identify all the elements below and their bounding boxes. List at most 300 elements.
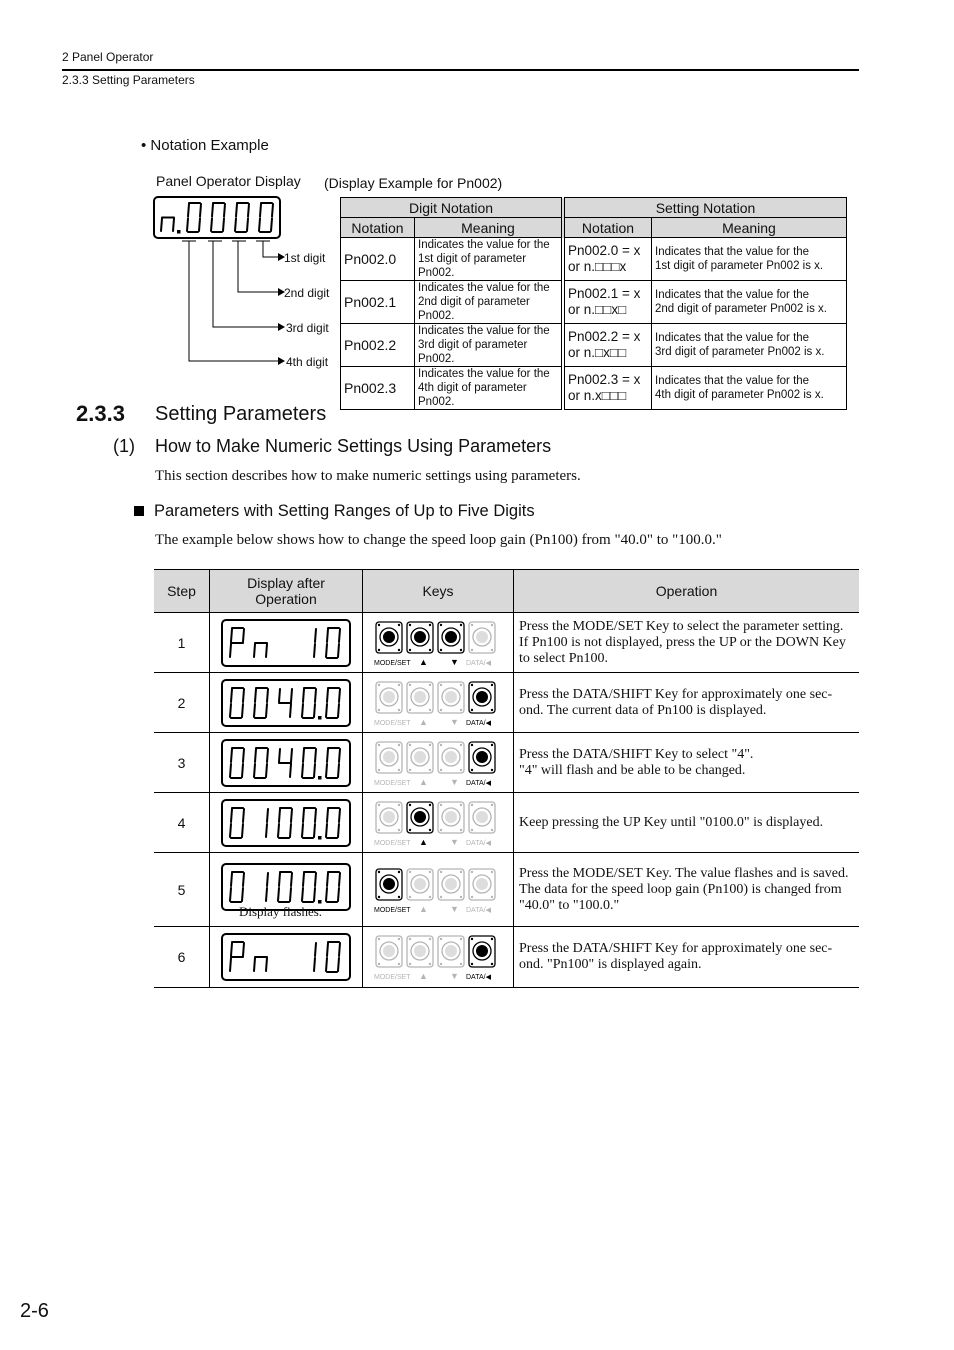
col-meaning-2: Meaning — [652, 218, 847, 238]
lcd-segment — [327, 749, 328, 762]
lcd-segment — [315, 809, 316, 822]
mode-set-label: MODE/SET — [374, 906, 411, 914]
lcd-frame — [222, 800, 350, 846]
digit-meaning — [415, 281, 564, 324]
data-shift-key[interactable] — [469, 869, 495, 900]
lcd-segment — [326, 824, 327, 837]
digit-meaning-line2: 4th digit of parameter Pn002. — [418, 382, 527, 408]
notation-bullet: • Notation Example — [141, 137, 269, 154]
lcd-segment — [272, 204, 273, 217]
lcd-segment — [254, 644, 255, 657]
lcd-segment — [267, 689, 268, 702]
lcd-dot — [318, 776, 322, 780]
key-panel — [373, 933, 503, 981]
lcd-segment — [327, 629, 328, 642]
operation-line: Press the MODE/SET Key to select the parameter setting. — [519, 618, 844, 634]
mode-set-label: MODE/SET — [374, 974, 411, 981]
col-notation-2: Notation — [563, 218, 652, 238]
data-shift-label: DATA/◀ — [466, 839, 491, 847]
setting-notation-line1: Pn002.1 = x — [568, 286, 641, 301]
lcd-display — [221, 619, 351, 667]
lcd-segment — [279, 689, 280, 702]
down-key[interactable] — [438, 622, 464, 653]
setting-notation-line2: or n.□□x□ — [568, 302, 627, 317]
operation-line: Keep pressing the UP Key until "0100.0" is displayed. — [519, 814, 824, 830]
setting-notation-line1: Pn002.2 = x — [568, 329, 641, 344]
lcd-segment — [247, 219, 248, 232]
example-label: (Display Example for Pn002) — [324, 175, 503, 191]
lcd-segment — [230, 958, 231, 971]
lcd-segment — [326, 888, 327, 901]
lcd-segment — [302, 888, 303, 901]
step-keys — [363, 733, 514, 793]
setting-notation-line2: or n.□x□□ — [568, 345, 627, 360]
digit-meaning — [415, 324, 564, 367]
operation-line: Press the DATA/SHIFT Key for approximately one sec- — [519, 941, 833, 956]
lcd-segment — [224, 204, 225, 217]
page-number: 2-6 — [20, 1300, 49, 1322]
lcd-segment — [255, 749, 256, 762]
step-number: 2 — [154, 673, 210, 733]
lcd-segment — [266, 764, 267, 777]
lcd-segment — [291, 749, 292, 762]
lcd-segment — [327, 943, 328, 956]
lcd-segment — [338, 704, 339, 717]
setting-meaning-line1: Indicates that the value for the — [655, 289, 810, 301]
up-arrow-icon: ▲ — [419, 903, 428, 914]
key-panel — [373, 679, 503, 727]
digit-notation: Pn002.0 — [341, 238, 415, 281]
lcd-dot — [318, 900, 322, 904]
lcd-segment — [242, 888, 243, 901]
lcd-segment — [339, 943, 340, 956]
digit-meaning-line1: Indicates the value for the — [418, 325, 550, 337]
setting-meaning-line2: 2nd digit of parameter Pn002 is x. — [655, 303, 827, 315]
lcd-segment — [266, 824, 267, 837]
up-key[interactable] — [407, 622, 433, 653]
data-shift-key[interactable] — [469, 682, 495, 713]
lcd-segment — [230, 764, 231, 777]
lcd-segment — [242, 704, 243, 717]
header-section: 2.3.3 Setting Parameters — [62, 73, 195, 87]
col-display-line1: Display after — [247, 575, 325, 591]
digit-notation: Pn002.1 — [341, 281, 415, 324]
step-row — [154, 853, 859, 927]
lcd-segment — [338, 888, 339, 901]
down-key[interactable] — [438, 869, 464, 900]
mode-set-key[interactable] — [376, 682, 402, 713]
display-label: Panel Operator Display — [156, 173, 301, 189]
step-operation — [514, 927, 860, 988]
key-panel — [373, 739, 503, 787]
step-display — [210, 613, 363, 673]
step-row — [154, 673, 859, 733]
step-operation — [514, 733, 860, 793]
mode-set-key[interactable] — [376, 869, 402, 900]
digit-notation: Pn002.3 — [341, 367, 415, 410]
notation-row — [341, 367, 847, 410]
digit-meaning-line2: 3rd digit of parameter Pn002. — [418, 339, 528, 365]
lcd-segment — [243, 809, 244, 822]
data-shift-label: DATA/◀ — [466, 779, 491, 787]
lcd-segment — [267, 749, 268, 762]
lcd-display — [221, 679, 351, 727]
lcd-segment — [290, 888, 291, 901]
up-arrow-icon: ▲ — [419, 776, 428, 787]
down-key[interactable] — [438, 802, 464, 833]
digit-meaning — [415, 367, 564, 410]
lcd-display — [221, 933, 351, 981]
key-panel — [373, 799, 503, 847]
setting-meaning-line1: Indicates that the value for the — [655, 375, 810, 387]
mode-set-key[interactable] — [376, 936, 402, 967]
lcd-segment — [243, 943, 244, 956]
lcd-segment — [231, 873, 232, 886]
digit-meaning-line1: Indicates the value for the — [418, 282, 550, 294]
down-key[interactable] — [438, 682, 464, 713]
col-keys: Keys — [363, 570, 514, 613]
lcd-segment — [231, 943, 232, 956]
operation-line: "40.0" to "100.0." — [519, 897, 620, 913]
operation-line: Press the DATA/SHIFT Key for approximately one sec- — [519, 686, 833, 702]
lcd-segment — [291, 689, 292, 702]
lcd-segment — [243, 749, 244, 762]
down-key[interactable] — [438, 742, 464, 773]
lcd-segment — [315, 873, 316, 886]
mode-set-label: MODE/SET — [374, 719, 411, 727]
down-arrow-icon: ▼ — [450, 776, 459, 787]
subsection-title: How to Make Numeric Settings Using Parameters — [155, 436, 552, 456]
mode-set-label: MODE/SET — [374, 779, 411, 787]
step-number: 1 — [154, 613, 210, 673]
mode-set-key[interactable] — [376, 622, 402, 653]
setting-notation — [563, 281, 652, 324]
lcd-segment — [291, 809, 292, 822]
lcd-segment — [279, 873, 280, 886]
lcd-segment — [266, 704, 267, 717]
setting-notation — [563, 367, 652, 410]
lcd-segment — [315, 689, 316, 702]
step-display — [210, 793, 363, 853]
col-notation-1: Notation — [341, 218, 415, 238]
lcd-segment — [339, 629, 340, 642]
digit-meaning-line1: Indicates the value for the — [418, 239, 550, 251]
lcd-segment — [260, 204, 261, 217]
operation-line: The data for the speed loop gain (Pn100) is changed from — [519, 881, 842, 897]
digit-notation: Pn002.2 — [341, 324, 415, 367]
setting-meaning — [652, 367, 847, 410]
digit-meaning-line2: 2nd digit of parameter Pn002. — [418, 296, 530, 322]
lcd-segment — [278, 824, 279, 837]
lcd-segment — [161, 219, 162, 232]
operation-line: Press the MODE/SET Key. The value flashes and is saved. — [519, 865, 849, 881]
lcd-segment — [303, 873, 304, 886]
digit-meaning-line1: Indicates the value for the — [418, 368, 550, 380]
key-panel — [373, 619, 503, 667]
lcd-segment — [339, 689, 340, 702]
setting-meaning-line2: 4th digit of parameter Pn002 is x. — [655, 389, 824, 401]
lcd-frame — [222, 864, 350, 910]
lcd-segment — [339, 809, 340, 822]
lcd-segment — [235, 219, 236, 232]
down-arrow-icon: ▼ — [450, 836, 459, 847]
step-number: 3 — [154, 733, 210, 793]
setting-meaning-line2: 3rd digit of parameter Pn002 is x. — [655, 346, 825, 358]
lcd-segment — [315, 943, 316, 956]
operation-line: If Pn100 is not displayed, press the UP or the DOWN Key — [519, 634, 846, 650]
up-key[interactable] — [407, 936, 433, 967]
lcd-segment — [314, 958, 315, 971]
digit-label-1: 1st digit — [284, 251, 326, 265]
lcd-segment — [338, 824, 339, 837]
step-operation — [514, 613, 860, 673]
notation-row — [341, 281, 847, 324]
lcd-segment — [303, 749, 304, 762]
lcd-segment — [230, 704, 231, 717]
lcd-segment — [338, 958, 339, 971]
lcd-segment — [266, 958, 267, 971]
lcd-segment — [278, 888, 279, 901]
lcd-segment — [243, 873, 244, 886]
lcd-segment — [243, 689, 244, 702]
lcd-segment — [188, 204, 189, 217]
down-arrow-icon: ▼ — [450, 903, 459, 914]
lcd-segment — [290, 704, 291, 717]
data-shift-label: DATA/◀ — [466, 719, 491, 727]
lcd-segment — [187, 219, 188, 232]
lcd-segment — [314, 824, 315, 837]
lcd-segment — [267, 873, 268, 886]
lcd-segment — [327, 809, 328, 822]
digit-label-2: 2nd digit — [284, 286, 330, 300]
lcd-segment — [255, 689, 256, 702]
up-key[interactable] — [407, 682, 433, 713]
lcd-segment — [314, 888, 315, 901]
setting-meaning-line1: Indicates that the value for the — [655, 332, 810, 344]
setting-notation-line2: or n.□□□x — [568, 259, 627, 274]
lcd-segment — [338, 644, 339, 657]
operation-line: ond. "Pn100" is displayed again. — [519, 957, 702, 972]
step-keys — [363, 673, 514, 733]
data-shift-key[interactable] — [469, 622, 495, 653]
lcd-segment — [326, 704, 327, 717]
col-step: Step — [154, 570, 210, 613]
header-chapter: 2 Panel Operator — [62, 50, 154, 64]
data-shift-key[interactable] — [469, 802, 495, 833]
setting-notation — [563, 324, 652, 367]
step-row — [154, 613, 859, 673]
lcd-segment — [173, 219, 174, 232]
operation-line: Press the DATA/SHIFT Key to select "4". — [519, 746, 754, 762]
lcd-segment — [230, 824, 231, 837]
heading-square-icon — [134, 506, 144, 516]
mode-set-key[interactable] — [376, 742, 402, 773]
step-operation — [514, 673, 860, 733]
step-keys — [363, 793, 514, 853]
lcd-segment — [302, 764, 303, 777]
data-shift-label: DATA/◀ — [466, 659, 491, 667]
subsection-number: (1) — [113, 436, 135, 456]
lcd-segment — [242, 764, 243, 777]
lcd-dot — [318, 716, 322, 720]
lcd-segment — [267, 809, 268, 822]
digit-meaning-line2: 1st digit of parameter Pn002. — [418, 253, 527, 279]
step-row — [154, 733, 859, 793]
lcd-segment — [231, 629, 232, 642]
col-operation: Operation — [514, 570, 860, 613]
setting-notation — [563, 238, 652, 281]
sub-heading: Parameters with Setting Ranges of Up to Five Digits — [154, 502, 535, 520]
lcd-segment — [314, 644, 315, 657]
lcd-segment — [314, 704, 315, 717]
step-operation — [514, 793, 860, 853]
setting-notation-line1: Pn002.3 = x — [568, 372, 641, 387]
lcd-segment — [314, 764, 315, 777]
mode-set-key[interactable] — [376, 802, 402, 833]
lcd-segment — [350, 644, 351, 657]
lcd-segment — [290, 764, 291, 777]
operation-line: to select Pn100. — [519, 650, 609, 666]
lcd-segment — [279, 809, 280, 822]
col-display — [210, 570, 363, 613]
up-arrow-icon: ▲ — [419, 716, 428, 727]
data-shift-key[interactable] — [469, 742, 495, 773]
header-rule — [62, 69, 859, 71]
up-key[interactable] — [407, 742, 433, 773]
lcd-segment — [302, 704, 303, 717]
step-row — [154, 927, 859, 988]
lcd-segment — [254, 958, 255, 971]
lcd-segment — [302, 824, 303, 837]
steps-table — [154, 569, 859, 988]
group-digit-notation: Digit Notation — [341, 198, 564, 218]
up-key[interactable] — [407, 802, 433, 833]
lcd-dot — [318, 836, 322, 840]
notation-table — [340, 197, 847, 410]
lcd-segment — [291, 873, 292, 886]
setting-meaning-line2: 1st digit of parameter Pn002 is x. — [655, 260, 824, 272]
step-display — [210, 733, 363, 793]
step-number: 6 — [154, 927, 210, 988]
step-display — [210, 673, 363, 733]
col-meaning-1: Meaning — [415, 218, 564, 238]
lcd-segment — [271, 219, 272, 232]
up-arrow-icon: ▲ — [419, 836, 428, 847]
example-text: The example below shows how to change the speed loop gain (Pn100) from "40.0" to "100.0." — [155, 532, 722, 548]
step-display — [210, 927, 363, 988]
step-keys — [363, 853, 514, 927]
step-number: 5 — [154, 853, 210, 927]
digit-label-4: 4th digit — [286, 355, 329, 369]
setting-meaning — [652, 281, 847, 324]
setting-notation-line1: Pn002.0 = x — [568, 243, 641, 258]
lcd-segment — [315, 749, 316, 762]
lcd-segment — [339, 873, 340, 886]
down-arrow-icon: ▼ — [450, 716, 459, 727]
lcd-segment — [212, 204, 213, 217]
step-keys — [363, 613, 514, 673]
step-display — [210, 853, 363, 927]
operation-line: ond. The current data of Pn100 is displayed. — [519, 702, 767, 718]
data-shift-label: DATA/◀ — [466, 974, 491, 981]
col-display-line2: Operation — [255, 591, 317, 607]
notation-display-diagram — [150, 192, 340, 374]
lcd-segment — [231, 809, 232, 822]
lcd-segment — [266, 644, 267, 657]
up-key[interactable] — [407, 869, 433, 900]
lcd-segment — [242, 824, 243, 837]
lcd-segment — [327, 873, 328, 886]
data-shift-label: DATA/◀ — [466, 906, 491, 914]
step-keys — [363, 927, 514, 988]
lcd-segment — [236, 204, 237, 217]
digit-label-3: 3rd digit — [286, 321, 329, 335]
section-number: 2.3.3 — [76, 401, 125, 426]
up-arrow-icon: ▲ — [419, 971, 428, 981]
group-setting-notation: Setting Notation — [563, 198, 847, 218]
lcd-segment — [279, 749, 280, 762]
lcd-segment — [231, 689, 232, 702]
lcd-segment — [339, 749, 340, 762]
display-note: Display flashes. — [239, 904, 323, 919]
lcd-segment — [243, 629, 244, 642]
intro-text: This section describes how to make numeric settings using parameters. — [155, 468, 581, 484]
lcd-segment — [231, 749, 232, 762]
lcd-segment — [326, 958, 327, 971]
lcd-segment — [259, 219, 260, 232]
operation-line: "4" will flash and be able to be changed. — [519, 762, 746, 778]
key-panel — [373, 866, 503, 914]
lcd-segment — [303, 809, 304, 822]
lcd-dot — [177, 230, 181, 234]
up-arrow-icon: ▲ — [419, 656, 428, 667]
notation-row — [341, 324, 847, 367]
mode-set-label: MODE/SET — [374, 839, 411, 847]
lcd-segment — [326, 764, 327, 777]
lcd-display — [221, 799, 351, 847]
lcd-segment — [327, 689, 328, 702]
section-title: Setting Parameters — [155, 403, 327, 425]
notation-lcd-digits — [161, 203, 273, 234]
lcd-segment — [211, 219, 212, 232]
setting-meaning — [652, 324, 847, 367]
lcd-segment — [248, 204, 249, 217]
lcd-segment — [290, 824, 291, 837]
notation-row — [341, 238, 847, 281]
mode-set-label: MODE/SET — [374, 659, 411, 667]
lcd-segment — [230, 888, 231, 901]
down-arrow-icon: ▼ — [450, 656, 459, 667]
down-key[interactable] — [438, 936, 464, 967]
step-number: 4 — [154, 793, 210, 853]
step-operation — [514, 853, 860, 927]
data-shift-key[interactable] — [469, 936, 495, 967]
setting-meaning-line1: Indicates that the value for the — [655, 246, 810, 258]
down-arrow-icon: ▼ — [450, 971, 459, 981]
lcd-segment — [199, 219, 200, 232]
lcd-segment — [315, 629, 316, 642]
lcd-segment — [338, 764, 339, 777]
lcd-segment — [200, 204, 201, 217]
lcd-segment — [350, 958, 351, 971]
digit-meaning — [415, 238, 564, 281]
lcd-segment — [303, 689, 304, 702]
lcd-segment — [254, 704, 255, 717]
setting-notation-line2: or n.x□□□ — [568, 388, 627, 403]
lcd-segment — [223, 219, 224, 232]
lcd-segment — [266, 888, 267, 901]
step-row — [154, 793, 859, 853]
